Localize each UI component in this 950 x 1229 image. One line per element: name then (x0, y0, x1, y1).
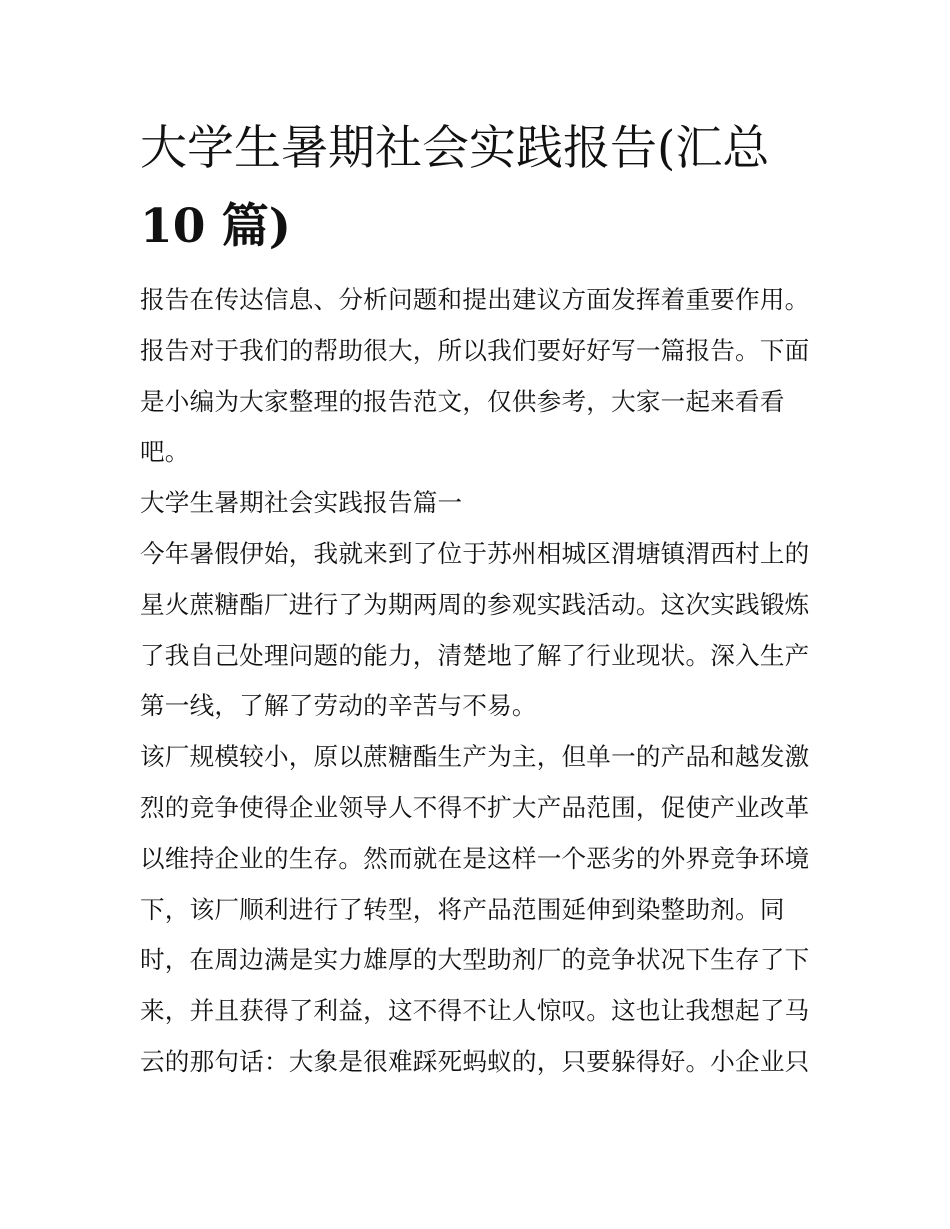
title-line-1: 大学生暑期社会实践报告(汇总 (140, 121, 770, 176)
title-line-2: 10 篇) (140, 199, 292, 254)
document-title (140, 110, 840, 266)
text-line: 是小编为大家整理的报告范文，仅供参考，大家一起来看看 (140, 386, 785, 416)
text-line: 时，在周边满是实力雄厚的大型助剂厂的竞争状况下生存了下 (140, 945, 810, 975)
text-line: 星火蔗糖酯厂进行了为期两周的参观实践活动。这次实践锻炼 (140, 589, 810, 619)
text-line: 今年暑假伊始，我就来到了位于苏州相城区渭塘镇渭西村上的 (140, 538, 810, 568)
text-line: 吧。 (140, 437, 190, 467)
text-line: 第一线，了解了劳动的辛苦与不易。 (140, 691, 537, 721)
text-line: 以维持企业的生存。然而就在是这样一个恶劣的外界竞争环境 (140, 843, 810, 873)
text-line: 报告在传达信息、分析问题和提出建议方面发挥着重要作用。 (140, 285, 810, 314)
text-line: 来，并且获得了利益，这不得不让人惊叹。这也让我想起了马 (140, 996, 810, 1026)
text-line: 该厂规模较小，原以蔗糖酯生产为主，但单一的产品和越发激 (140, 742, 810, 772)
text-line: 了我自己处理问题的能力，清楚地了解了行业现状。深入生产 (140, 640, 810, 670)
text-line: 报告对于我们的帮助很大，所以我们要好好写一篇报告。下面 (140, 335, 810, 365)
section-heading: 大学生暑期社会实践报告篇一 (140, 488, 463, 518)
text-line: 云的那句话：大象是很难踩死蚂蚁的，只要躲得好。小企业只 (140, 1046, 810, 1076)
text-line: 烈的竞争使得企业领导人不得不扩大产品范围，促使产业改革 (140, 792, 810, 822)
document-body (140, 275, 830, 1088)
text-line: 下，该厂顺利进行了转型，将产品范围延伸到染整助剂。同 (140, 894, 785, 924)
